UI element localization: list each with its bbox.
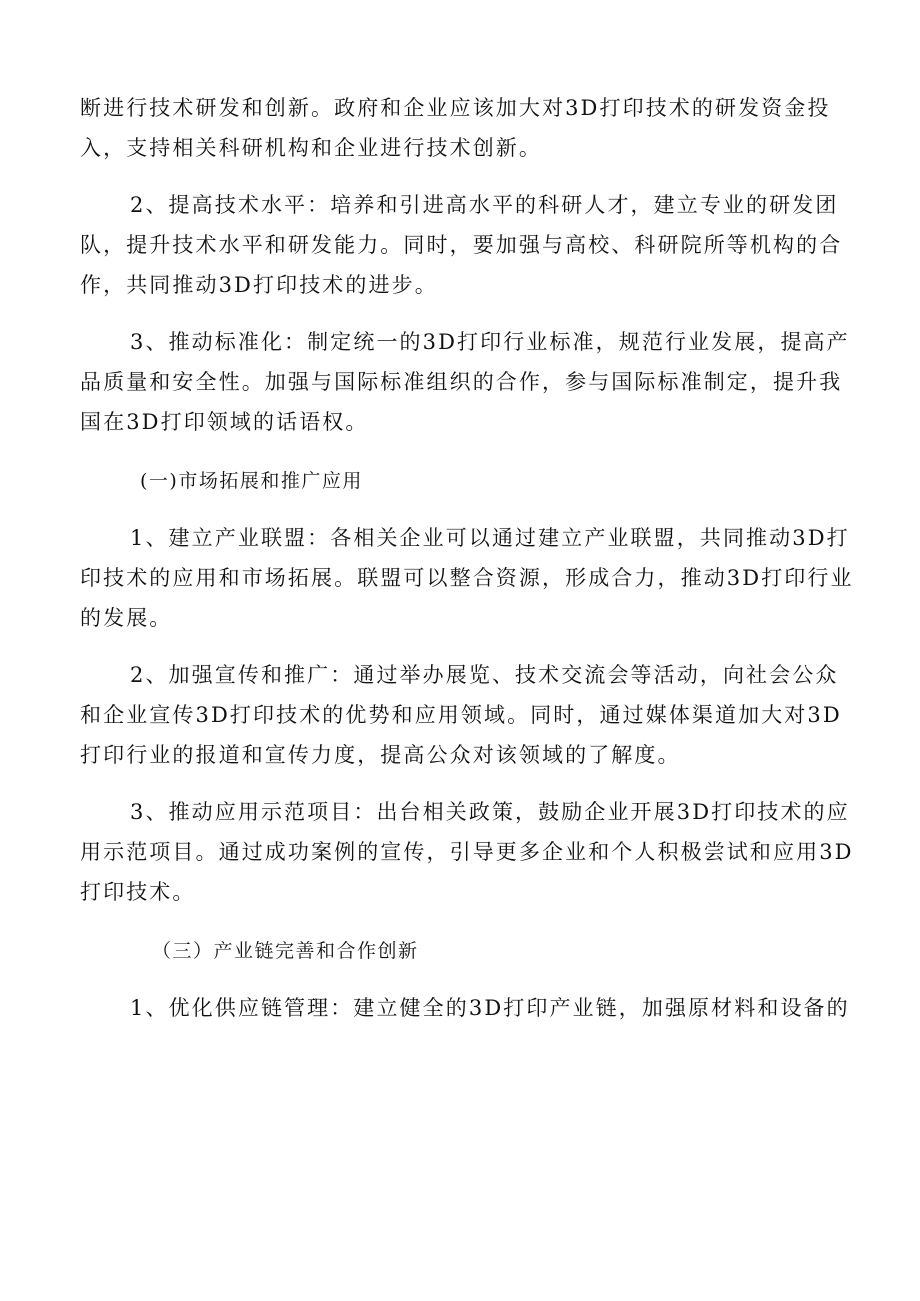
paragraph-standardization [80,322,850,442]
text-line: 2、加强宣传和推广：通过举办展览、技术交流会等活动，向社会公众 [130,663,839,687]
text-line: 队，提升技术水平和研发能力。同时，要加强与高校、科研院所等机构的合 [80,233,843,257]
text-line: 和企业宣传3D打印技术的优势和应用领域。同时，通过媒体渠道加大对3D [80,703,842,727]
text-line: 印技术的应用和市场拓展。联盟可以整合资源，形成合力，推动3D打印行业 [80,566,854,590]
text-line: 作，共同推动3D打印技术的进步。 [80,273,438,297]
paragraph-promotion [80,655,842,775]
text-line: 1、优化供应链管理：建立健全的3D打印产业链，加强原材料和设备的 [130,996,850,1020]
paragraph-rd-investment [80,88,842,168]
paragraph-tech-level [80,185,842,305]
paragraph-demo-projects [80,792,854,912]
text-line: 1、建立产业联盟：各相关企业可以通过建立产业联盟，共同推动3D打 [130,526,850,550]
text-line: 打印技术。 [80,880,196,904]
text-line: 断进行技术研发和创新。政府和企业应该加大对3D打印技术的研发资金投 [80,96,831,120]
text-line: 的发展。 [80,606,173,630]
text-line: 国在3D打印领域的话语权。 [80,410,369,434]
section-heading-industry-chain: （三）产业链完善和合作创新 [152,940,419,962]
text-line: 3、推动应用示范项目：出台相关政策，鼓励企业开展3D打印技术的应 [130,800,850,824]
text-line: 入，支持相关科研机构和企业进行技术创新。 [80,136,542,160]
section-heading-market: (一)市场拓展和推广应用 [140,470,363,492]
paragraph-supply-chain [80,988,850,1028]
text-line: 3、推动标准化：制定统一的3D打印行业标准，规范行业发展，提高产 [130,330,850,354]
text-line: 用示范项目。通过成功案例的宣传，引导更多企业和个人积极尝试和应用3D [80,840,854,864]
paragraph-industry-alliance [80,518,854,638]
text-line: 2、提高技术水平：培养和引进高水平的科研人才，建立专业的研发团 [130,193,839,217]
text-line: 品质量和安全性。加强与国际标准组织的合作，参与国际标准制定，提升我 [80,370,843,394]
text-line: 打印行业的报道和宣传力度，提高公众对该领域的了解度。 [80,743,681,767]
